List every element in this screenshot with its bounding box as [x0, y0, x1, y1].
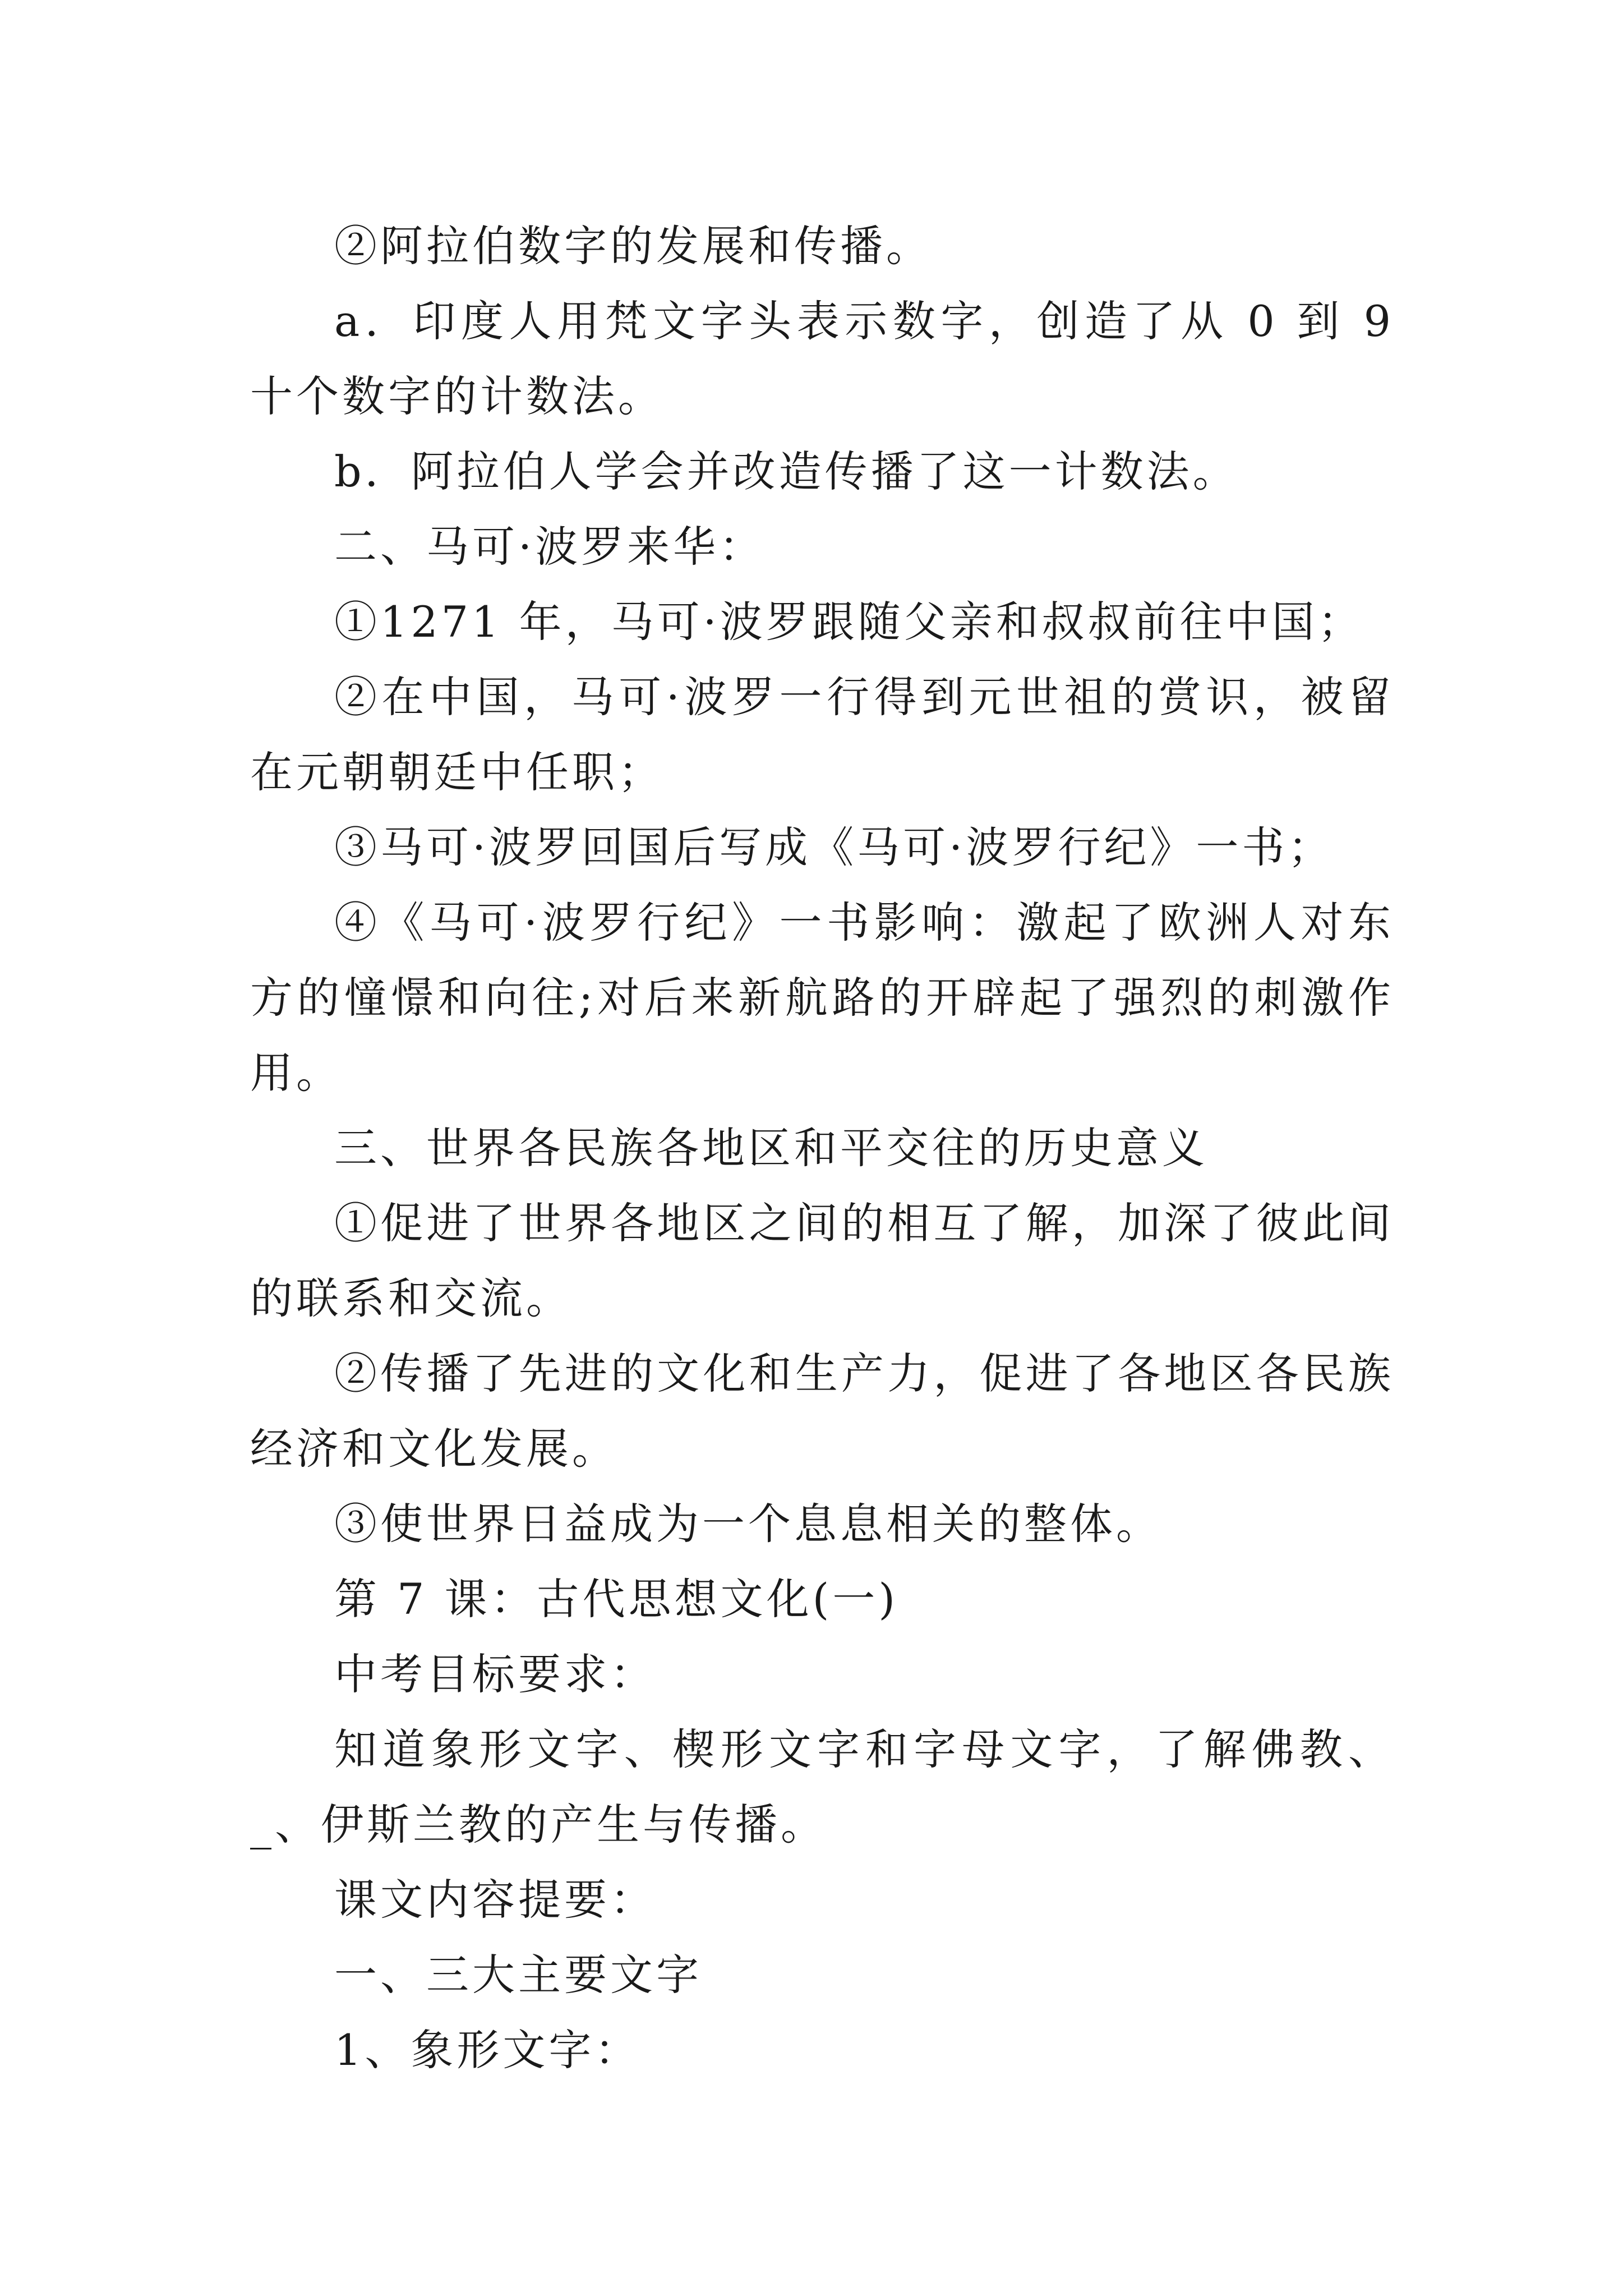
subheading-hieroglyphs: 1、象形文字：	[334, 2025, 641, 2075]
paragraph-significance-1: ①促进了世界各地区之间的相互了解，加深了彼此间的联系和交流。	[250, 1198, 1394, 1323]
paragraph-arabic-numerals-heading: ②阿拉伯数字的发展和传播。	[334, 221, 932, 271]
section-heading-marco-polo: 二、马可·波罗来华：	[334, 522, 766, 572]
paragraph-marco-polo-influence: ④《马可·波罗行纪》一书影响：激起了欧洲人对东方的憧憬和向往;对后来新航路的开辟起了强烈的刺激作用。	[250, 898, 1394, 1098]
section-heading-historical-significance: 三、世界各民族各地区和平交往的历史意义	[334, 1123, 1208, 1173]
lesson-title: 第 7 课：古代思想文化(一)	[334, 1574, 898, 1624]
content-summary-heading: 课文内容提要：	[334, 1875, 656, 1925]
paragraph-marco-polo-book: ③马可·波罗回国后写成《马可·波罗行纪》一书；	[334, 822, 1334, 872]
section-heading-three-scripts: 一、三大主要文字	[334, 1950, 702, 2000]
exam-goals-heading: 中考目标要求：	[334, 1649, 656, 1699]
paragraph-significance-3: ③使世界日益成为一个息息相关的整体。	[334, 1499, 1162, 1549]
paragraph-indian-numerals: a．印度人用梵文字头表示数字，创造了从 0 到 9 十个数字的计数法。	[250, 296, 1394, 421]
paragraph-marco-polo-in-china: ②在中国，马可·波罗一行得到元世祖的赏识，被留在元朝朝廷中任职；	[250, 672, 1394, 797]
paragraph-significance-2: ②传播了先进的文化和生产力，促进了各地区各民族经济和文化发展。	[250, 1349, 1394, 1474]
paragraph-arab-spread: b．阿拉伯人学会并改造传播了这一计数法。	[334, 447, 1239, 496]
document-body	[250, 209, 1394, 2088]
paragraph-exam-goals: 知道象形文字、楔形文字和字母文字，了解佛教、_、伊斯兰教的产生与传播。	[250, 1724, 1394, 1849]
paragraph-marco-polo-1271: ①1271 年，马可·波罗跟随父亲和叔叔前往中国；	[334, 597, 1364, 647]
